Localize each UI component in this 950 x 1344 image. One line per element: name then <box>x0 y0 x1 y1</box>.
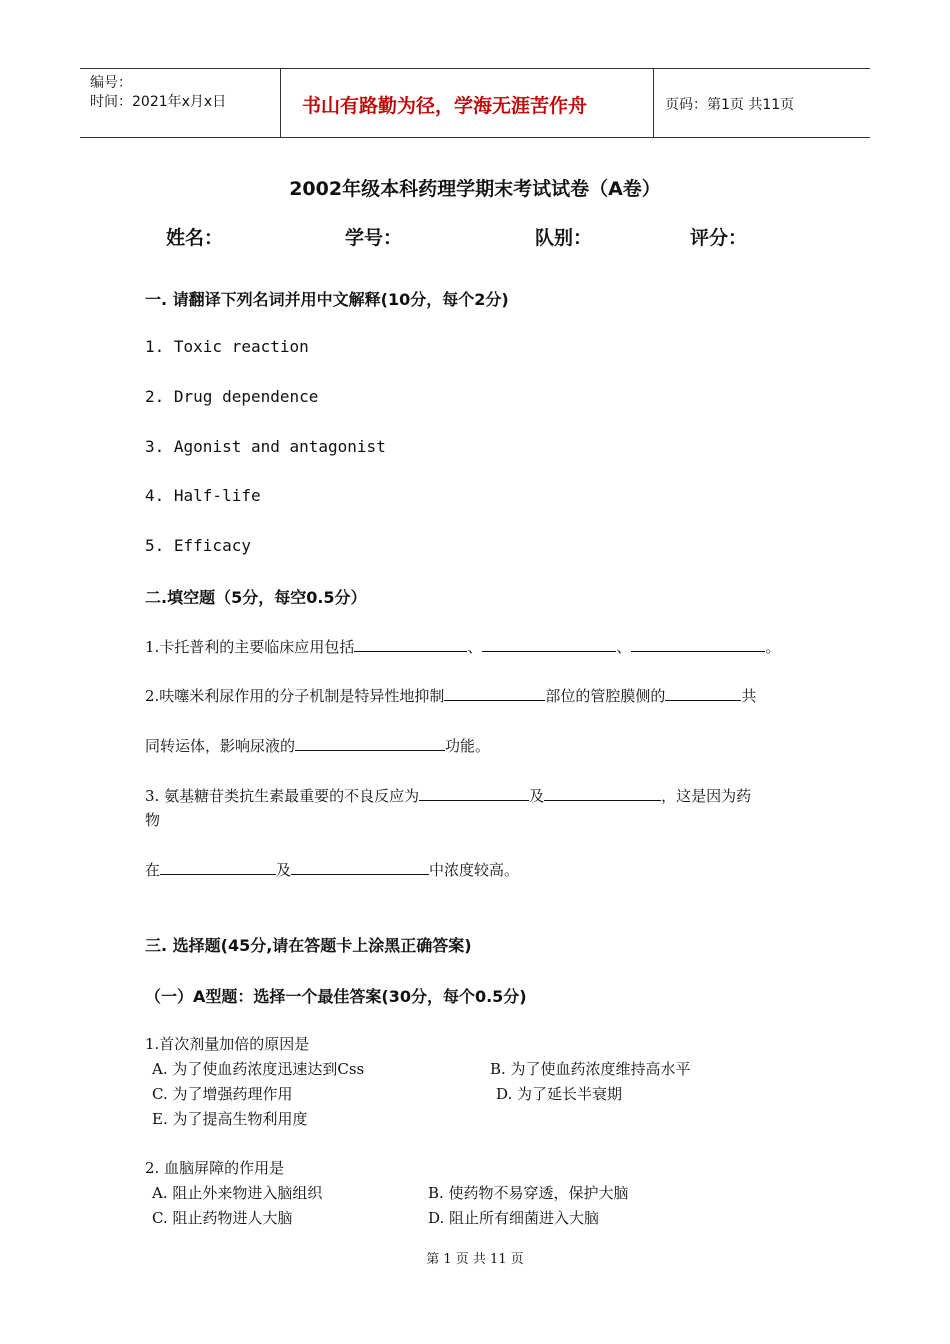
separator: 。 <box>765 638 781 656</box>
mc-option-d[interactable]: D. 阻止所有细菌进入大脑 <box>428 1209 600 1227</box>
fill-question-3 <box>145 785 751 806</box>
separator: 、 <box>467 638 483 656</box>
question-text: 3. 氨基糖苷类抗生素最重要的不良反应为 <box>145 787 420 805</box>
question-text: 功能。 <box>445 737 491 755</box>
mc-option-c[interactable]: C. 阻止药物进人大脑 <box>152 1209 293 1227</box>
term-item: 3. Agonist and antagonist <box>145 437 386 456</box>
exam-title: 2002年级本科药理学期末考试试卷（A卷） <box>289 178 661 200</box>
mc-option-c[interactable]: C. 为了增强药理作用 <box>152 1085 293 1103</box>
header-divider <box>280 69 281 137</box>
name-field: 姓名： <box>166 227 224 249</box>
question-text: 1.卡托普利的主要临床应用包括 <box>145 638 355 656</box>
fill-question-2-continued <box>145 735 490 756</box>
mc-option-b[interactable]: B. 使药物不易穿透，保护大脑 <box>428 1184 629 1202</box>
question-text: ，这是因为药 <box>661 787 752 805</box>
answer-blank[interactable] <box>419 786 529 801</box>
mc-question-stem: 2. 血脑屏障的作用是 <box>145 1159 285 1177</box>
student-id-field: 学号： <box>345 227 403 249</box>
fill-question-2 <box>145 685 756 706</box>
answer-blank[interactable] <box>544 786 661 801</box>
question-text: 物 <box>145 811 161 829</box>
question-text: 中浓度较高。 <box>429 861 520 879</box>
answer-blank[interactable] <box>482 637 616 652</box>
document-number-label: 编号： <box>90 75 132 91</box>
mc-option-a[interactable]: A. 阻止外来物进入脑组织 <box>152 1184 323 1202</box>
section3-subheading: （一）A型题：选择一个最佳答案(30分，每个0.5分) <box>145 987 527 1006</box>
mc-option-a[interactable]: A. 为了使血药浓度迅速达到Css <box>152 1060 365 1078</box>
motto-text: 书山有路勤为径，学海无涯苦作舟 <box>302 95 588 117</box>
header-table <box>80 68 870 138</box>
answer-blank[interactable] <box>291 860 429 875</box>
question-text: 同转运体，影响尿液的 <box>145 737 296 755</box>
question-text: 共 <box>741 687 757 705</box>
page-footer: 第 1 页 共 11 页 <box>426 1252 524 1267</box>
fill-question-1 <box>145 636 780 657</box>
mc-question-stem: 1.首次剂量加倍的原因是 <box>145 1035 310 1053</box>
answer-blank[interactable] <box>160 860 276 875</box>
section2-heading: 二.填空题（5分，每空0.5分） <box>145 588 367 607</box>
page-info: 页码：第1页 共11页 <box>665 97 795 113</box>
answer-blank[interactable] <box>631 637 765 652</box>
team-field: 队别： <box>535 227 593 249</box>
term-item: 2. Drug dependence <box>145 387 319 406</box>
question-text: 及 <box>276 861 292 879</box>
term-item: 4. Half-life <box>145 486 261 505</box>
question-text: 及 <box>529 787 545 805</box>
question-text: 部位的管腔膜侧的 <box>545 687 666 705</box>
term-item: 1. Toxic reaction <box>145 337 309 356</box>
answer-blank[interactable] <box>444 686 545 701</box>
header-divider <box>653 69 654 137</box>
term-item: 5. Efficacy <box>145 536 251 555</box>
question-text: 在 <box>145 861 161 879</box>
question-text: 2.呋噻米利尿作用的分子机制是特异性地抑制 <box>145 687 445 705</box>
document-time-label: 时间：2021年x月x日 <box>90 94 227 110</box>
separator: 、 <box>616 638 632 656</box>
section3-heading: 三. 选择题(45分,请在答题卡上涂黑正确答案) <box>145 936 472 955</box>
answer-blank[interactable] <box>295 736 445 751</box>
mc-option-b[interactable]: B. 为了使血药浓度维持高水平 <box>490 1060 691 1078</box>
fill-question-3-continued <box>145 859 519 880</box>
answer-blank[interactable] <box>665 686 741 701</box>
mc-option-d[interactable]: D. 为了延长半衰期 <box>496 1085 623 1103</box>
score-field: 评分： <box>690 227 748 249</box>
mc-option-e[interactable]: E. 为了提高生物利用度 <box>152 1110 308 1128</box>
section1-heading: 一. 请翻译下列名词并用中文解释(10分，每个2分) <box>145 290 509 309</box>
answer-blank[interactable] <box>354 637 467 652</box>
